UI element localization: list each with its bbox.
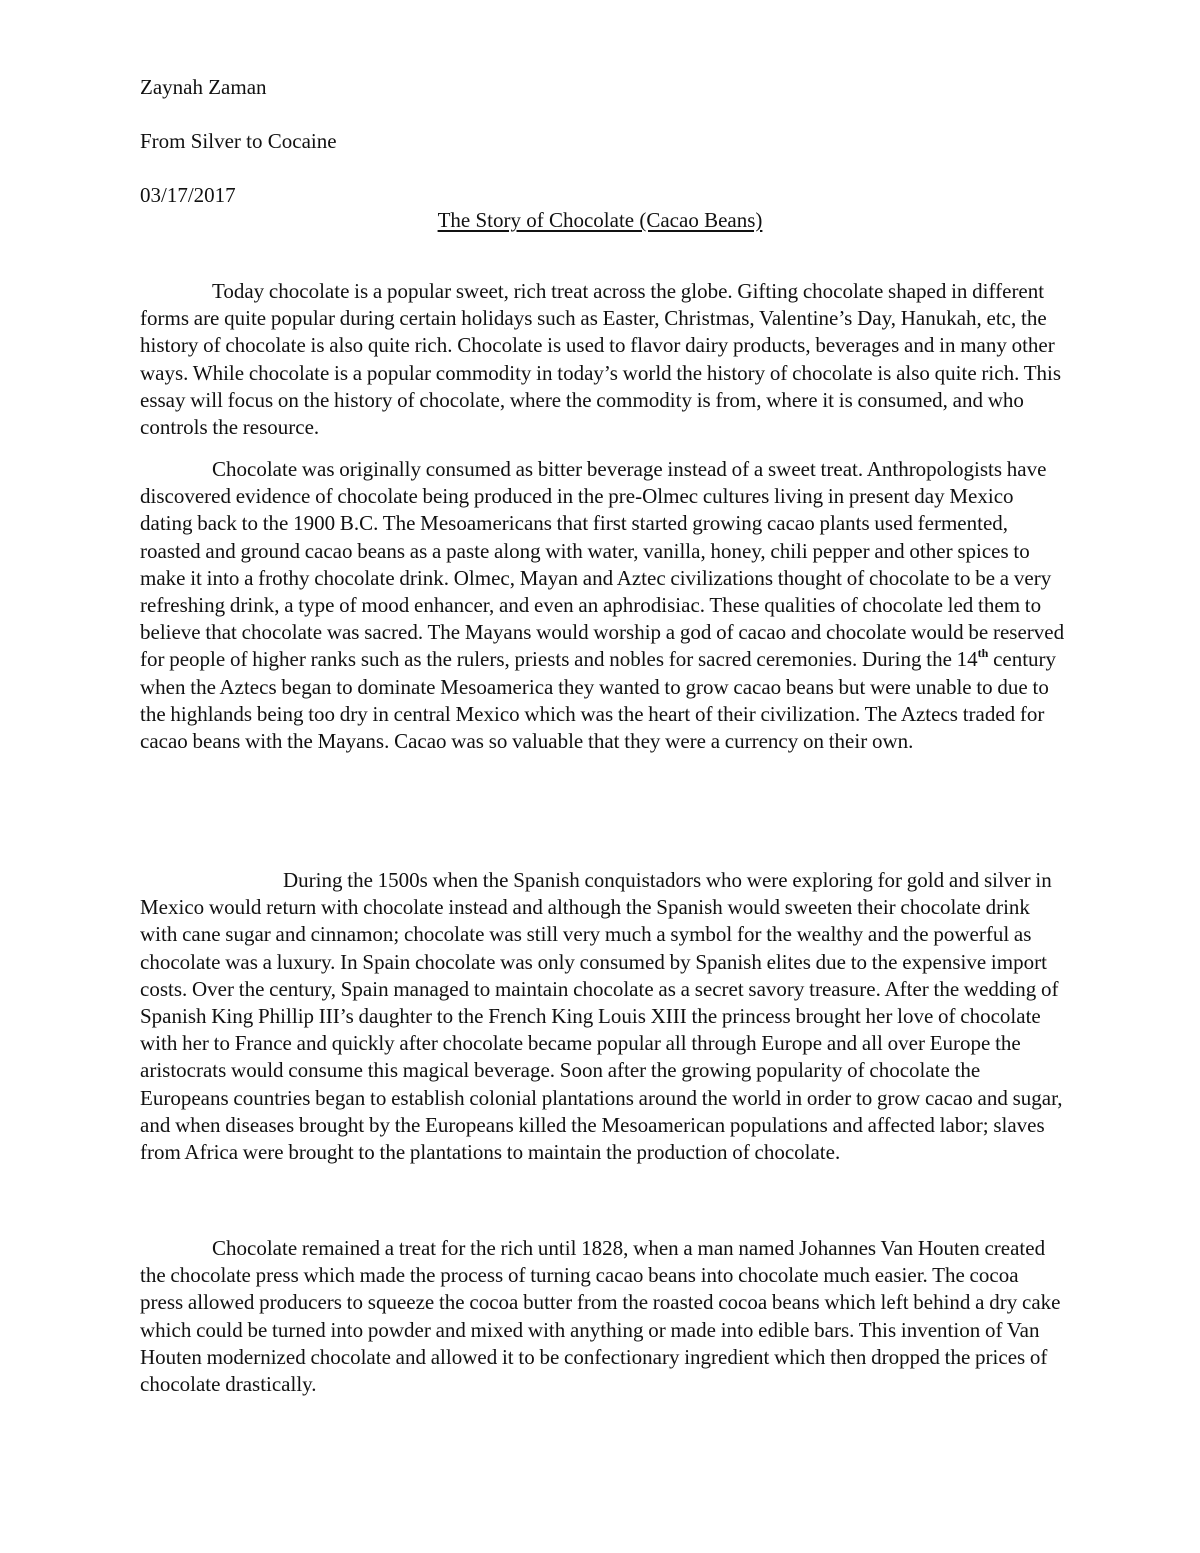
course-title: From Silver to Cocaine [140,129,337,153]
paragraph-text: century when the Aztecs began to dominate Mesoamerica they wanted to grow cacao beans but were unable to due to the highlands being too dry in central Mexico which was the heart of their civilization. The Aztecs traded for cacao beans with the Mayans. Cacao was so valuable that they were a currency on their own. [140,647,1057,754]
paragraph-intro [140,278,1066,441]
paragraph-text: Chocolate remained a treat for the rich until 1828, when a man named Johannes Van Houten created the chocolate press which made the process of turning cacao beans into chocolate much easier. The cocoa press allowed producers to squeeze the cocoa butter from the roasted cocoa beans which left behind a dry cake which could be turned into powder and mixed with anything or made into edible bars. This invention of Van Houten modernized chocolate and allowed it to be confectionary ingredient which then dropped the prices of chocolate drastically. [140,1236,1061,1397]
paragraph-van-houten [140,1235,1066,1398]
paragraph-text: Today chocolate is a popular sweet, rich treat across the globe. Gifting chocolate shaped in different forms are quite popular during certain holidays such as Easter, Christmas, Valentine’s Day, Hanukah, etc, the history of chocolate is also quite rich. Chocolate is used to flavor dairy products, beverages and in many other ways. While chocolate is a popular commodity in today’s world the history of chocolate is also quite rich. This essay will focus on the history of chocolate, where the commodity is from, where it is consumed, and who controls the resource. [140,279,1062,440]
paragraph-origins [140,456,1066,755]
superscript-ordinal: th [977,646,989,661]
paragraph-spanish [140,867,1066,1166]
paragraph-text: Chocolate was originally consumed as bitter beverage instead of a sweet treat. Anthropologists have discovered evidence of chocolate being produced in the pre-Olmec cultures living in present day Mexico dating back to the 1900 B.C. The Mesoamericans that first started growing cacao plants used fermented, roasted and ground cacao beans as a paste along with water, vanilla, honey, chili pepper and other spices to make it into a frothy chocolate drink. Olmec, Mayan and Aztec civilizations thought of chocolate to be a very refreshing drink, a type of mood enhancer, and even an aphrodisiac. These qualities of chocolate led them to believe that chocolate was sacred. The Mayans would worship a god of cacao and chocolate would be reserved for people of higher ranks such as the rulers, priests and nobles for sacred ceremonies. During the 14 [140,457,1065,672]
paragraph-text: During the 1500s when the Spanish conquistadors who were exploring for gold and silver in Mexico would return with chocolate instead and although the Spanish would sweeten their chocolate drink with cane sugar and cinnamon; chocolate was still very much a symbol for the wealthy and the powerful as chocolate was a luxury. In Spain chocolate was only consumed by Spanish elites due to the expensive import costs. Over the century, Spain managed to maintain chocolate as a secret savory treasure. After the wedding of Spanish King Phillip III’s daughter to the French King Louis XIII the princess brought her love of chocolate with her to France and quickly after chocolate became popular all through Europe and all over Europe the aristocrats would consume this magical beverage. Soon after the growing popularity of chocolate the Europeans countries began to establish colonial plantations around the world in order to grow cacao and sugar, and when diseases brought by the Europeans killed the Mesoamerican populations and affected labor; slaves from Africa were brought to the plantations to maintain the production of chocolate. [140,868,1063,1165]
document-date: 03/17/2017 [140,183,236,207]
essay-title: The Story of Chocolate (Cacao Beans) [437,208,763,232]
author-name: Zaynah Zaman [140,75,267,99]
